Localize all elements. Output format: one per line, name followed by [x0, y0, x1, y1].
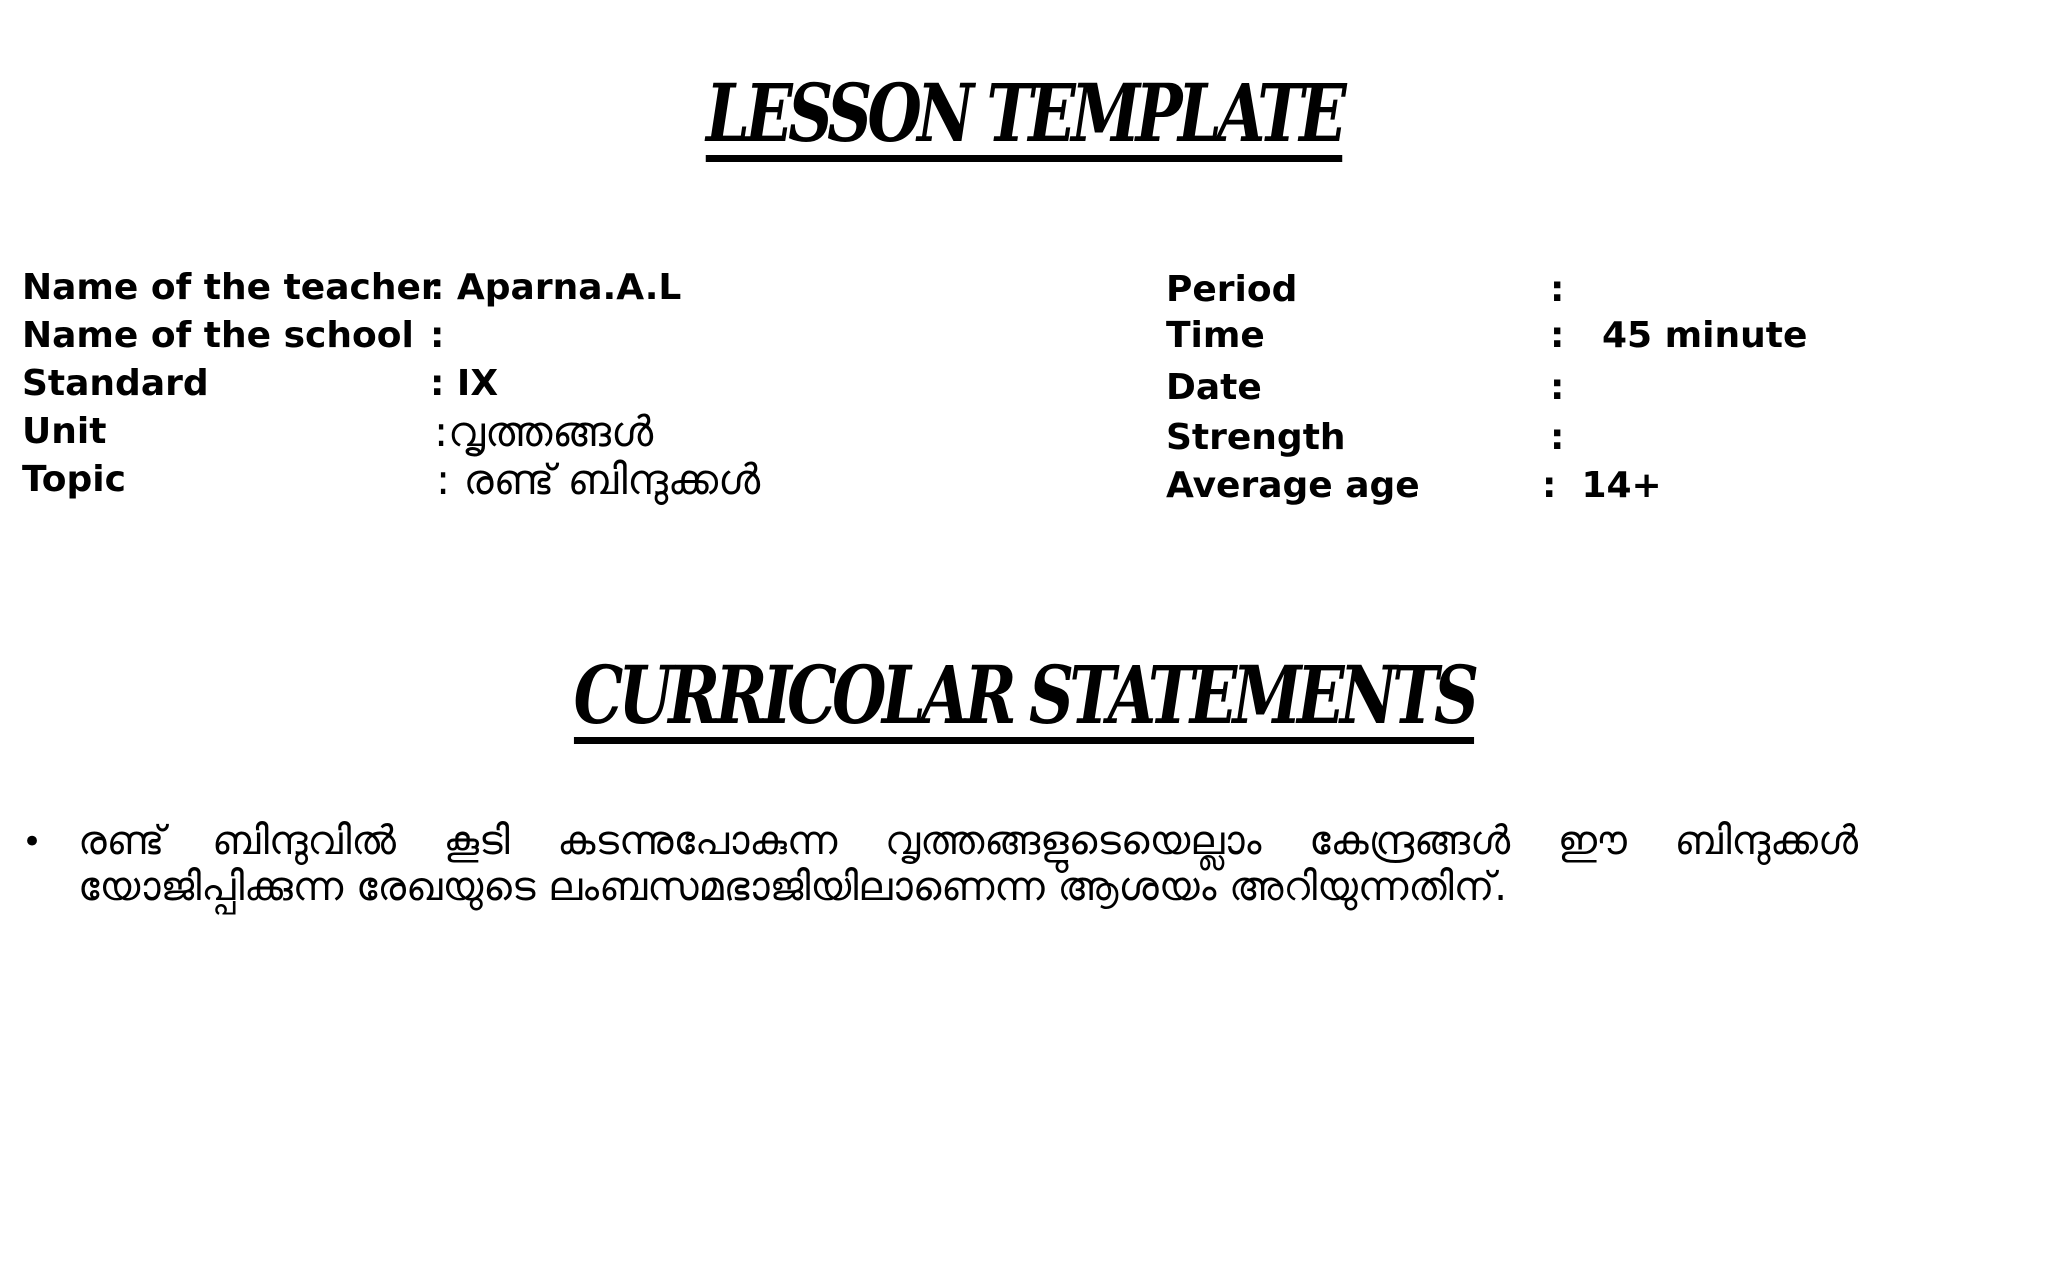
topic-value: : രണ്ട് ബിന്ദുക്കൾ [436, 455, 761, 504]
period-value: : [1550, 269, 1565, 310]
strength-value: : [1550, 417, 1565, 458]
lesson-template-title [225, 66, 1822, 162]
unit-value: :വൃത്തങ്ങൾ [434, 407, 654, 456]
unit-label: Unit [22, 411, 107, 452]
time-label: Time [1166, 315, 1265, 356]
standard-value: : IX [430, 363, 499, 404]
school-name-label: Name of the school [22, 315, 414, 356]
teacher-name-value: : Aparna.A.L [430, 267, 682, 308]
average-age-label: Average age [1166, 465, 1420, 506]
period-info-block [1166, 266, 2026, 526]
strength-label: Strength [1166, 417, 1346, 458]
curricular-statements-title [225, 648, 1822, 744]
topic-label: Topic [22, 459, 126, 500]
time-value: : 45 minute [1550, 315, 1808, 356]
school-name-value: : [430, 315, 445, 356]
curricular-statements-title-text: CURRICOLAR STATEMENTS [573, 648, 1475, 742]
date-value: : [1550, 367, 1565, 408]
average-age-value: : 14+ [1542, 465, 1662, 506]
period-label: Period [1166, 269, 1298, 310]
bullet-point-icon: • [22, 822, 43, 862]
lesson-template-title-text: LESSON TEMPLATE [706, 66, 1342, 160]
curricular-statement-text: രണ്ട് ബിന്ദുവിൽ കൂടി കടന്നുപോകുന്ന വൃത്തങ്ങളുടെയെല്ലാം കേന്ദ്രങ്ങൾ ഈ ബിന്ദുക്കൾ യോജിപ്പിക്കുന്ന രേഖയുടെ ലംബസമഭാജിയിലാണെന്ന ആശയം അറിയുന്നതിന്. [78, 818, 1858, 910]
teacher-info-block [22, 264, 1122, 524]
standard-label: Standard [22, 363, 209, 404]
date-label: Date [1166, 367, 1262, 408]
teacher-name-label: Name of the teacher [22, 267, 439, 308]
